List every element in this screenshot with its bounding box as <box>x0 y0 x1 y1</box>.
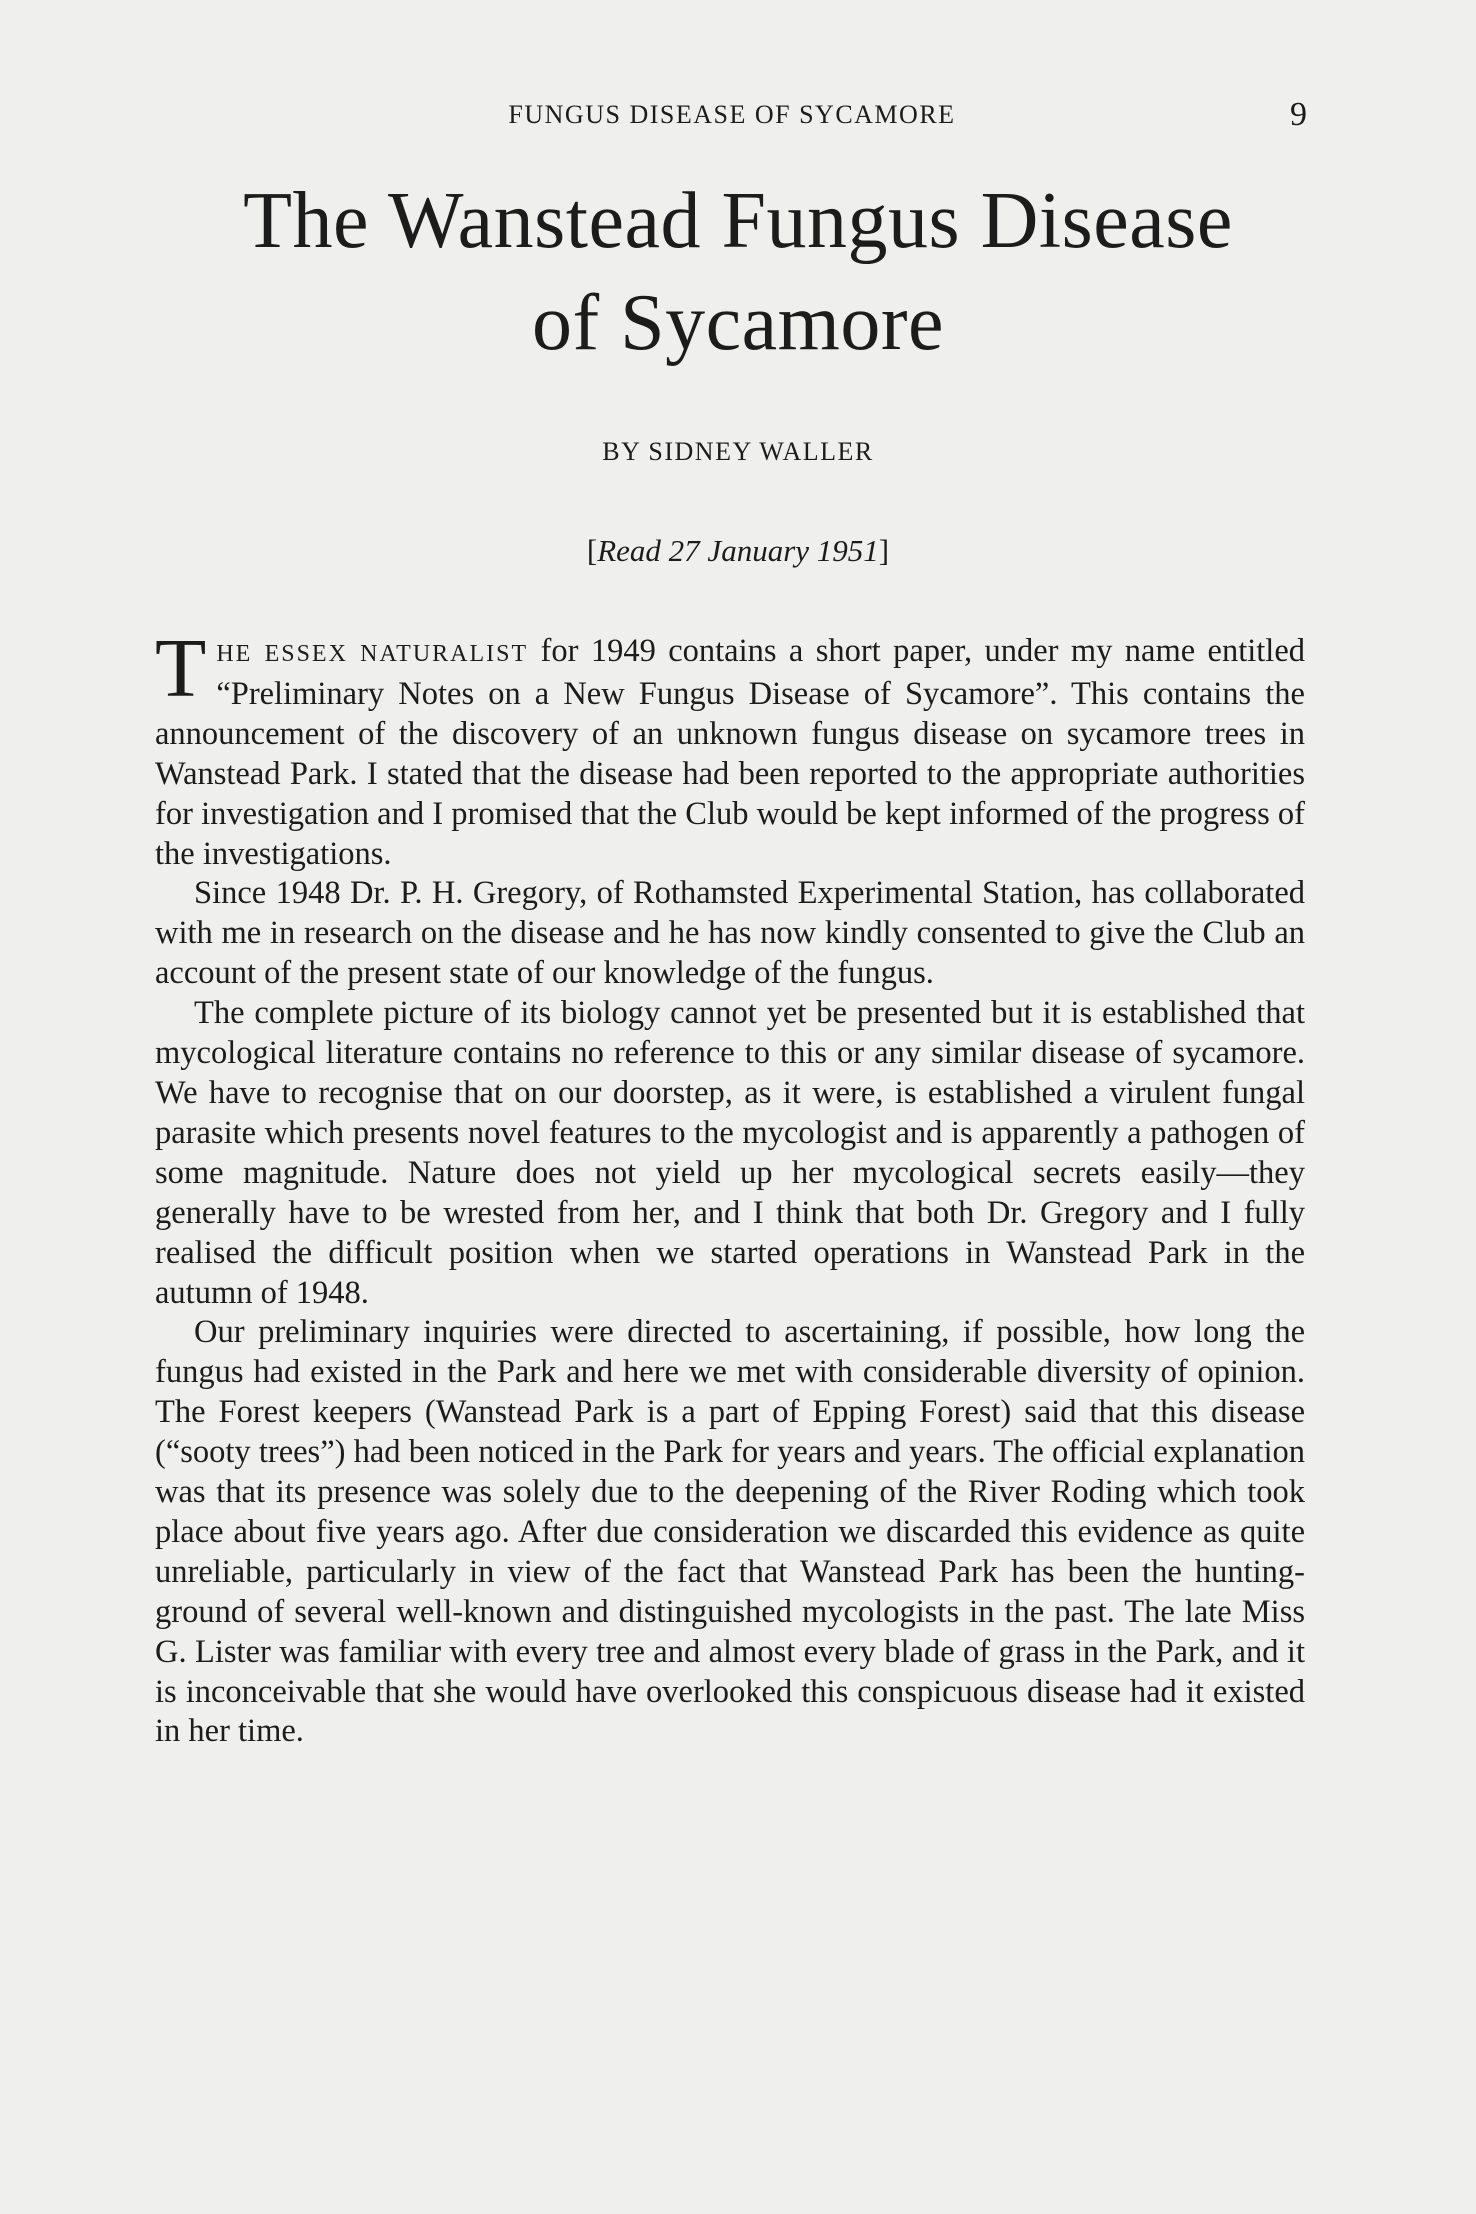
paragraph-4: Our preliminary inquiries were directed to ascertaining, if possible, how long the fungus had existed in the Park and here we met with considerable diversity of opinion. The Forest keepers (Wanstead Park is a part of Epping Forest) said that this disease (“sooty trees”) had been noticed in the Park for years and years. The official explanation was that its presence was solely due to the deepening of the River Roding which took place about five years ago. After due consideration we discarded this evidence as quite unreliable, particularly in view of the fact that Wanstead Park has been the hunting-ground of several well-known and distinguished mycologists in the past. The late Miss G. Lister was familiar with every tree and almost every blade of grass in the Park, and it is inconceivable that she would have overlooked this conspicuous disease had it existed in her time. <box>155 1314 1305 1750</box>
paragraph-1 <box>155 622 1305 874</box>
paragraph-2: Since 1948 Dr. P. H. Gregory, of Rothamsted Experimental Station, has collaborated with me in research on the disease and he has now kindly consented to give the Club an account of the present state of our knowledge of the fungus. <box>155 875 1305 992</box>
paragraph-1-text: for 1949 contains a short paper, under my name entitled “Preliminary Notes on a New Fungus Disease of Sycamore”. This contains the announcement of the discovery of an unknown fungus disease on sycamore trees in Wanstead Park. I stated that the disease had been reported to the appropriate authorities for investigation and I promised that the Club would be kept informed of the progress of the investigations. <box>155 633 1305 872</box>
article-title <box>120 170 1356 374</box>
article-body <box>155 622 1305 1752</box>
drop-cap: T <box>155 622 207 715</box>
paragraph-3: The complete picture of its biology cannot yet be presented but it is established that mycological literature contains no reference to this or any similar disease of sycamore. We have to recognise that on our doorstep, as it were, is established a virulent fungal parasite which presents novel features to the mycologist and is apparently a pathogen of some magnitude. Nature does not yield up her mycological secrets easily—they generally have to be wrested from her, and I think that both Dr. Gregory and I fully realised the difficult position when we started operations in Wanstead Park in the autumn of 1948. <box>155 995 1305 1311</box>
read-note-text: Read 27 January 1951 <box>597 533 879 568</box>
page-number: 9 <box>1290 96 1307 133</box>
running-title: FUNGUS DISEASE OF SYCAMORE <box>508 100 956 129</box>
read-note-open-bracket: [ <box>586 533 598 568</box>
read-note-close-bracket: ] <box>878 533 890 568</box>
article-title-line-1: The Wanstead Fungus Disease <box>243 177 1233 265</box>
running-head <box>157 96 1307 140</box>
journal-name-smallcaps: HE ESSEX NATURALIST <box>216 641 529 667</box>
read-date-note <box>0 533 1476 569</box>
byline: BY SIDNEY WALLER <box>602 437 874 466</box>
article-title-line-2: of Sycamore <box>531 279 945 367</box>
